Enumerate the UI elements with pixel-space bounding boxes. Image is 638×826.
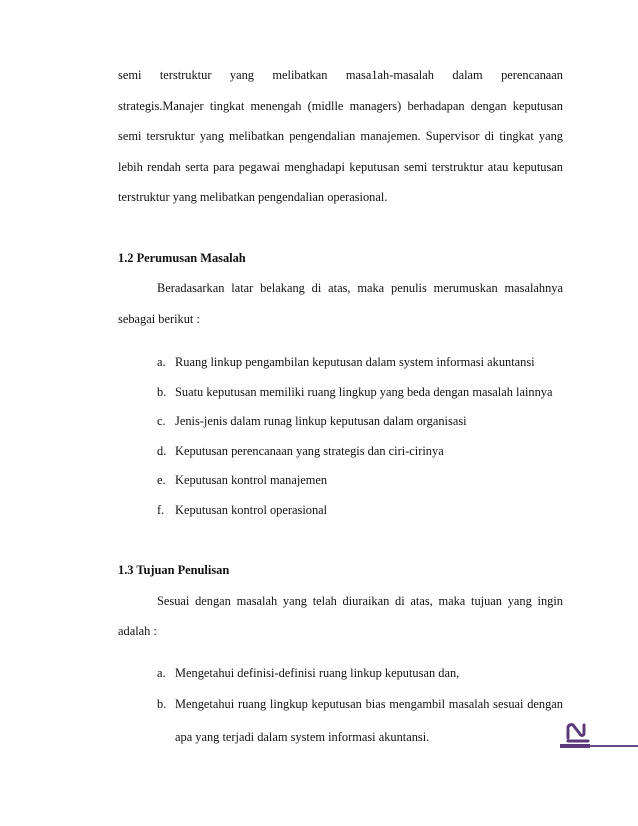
list-marker: b. bbox=[157, 384, 167, 399]
list-item bbox=[157, 659, 563, 689]
list-item bbox=[157, 407, 563, 437]
word: terstruktur bbox=[159, 68, 212, 82]
word: melibatkan bbox=[272, 68, 328, 82]
goals-list bbox=[118, 659, 563, 755]
intro-first-line bbox=[118, 60, 563, 91]
list-marker: c. bbox=[157, 414, 166, 428]
footer-rule-accent bbox=[560, 744, 590, 748]
list-item bbox=[157, 466, 563, 496]
page-content bbox=[118, 60, 563, 754]
list-item bbox=[157, 348, 563, 378]
list-item-text: Mengetahui definisi-definisi ruang linkup keputusan dan, bbox=[175, 665, 460, 680]
problem-list bbox=[118, 348, 563, 525]
word: masa1ah-masalah bbox=[345, 68, 434, 82]
list-marker: f. bbox=[157, 502, 165, 517]
word: dalam bbox=[452, 68, 483, 82]
page-number-2-icon bbox=[564, 722, 592, 744]
intro-paragraph: strategis.Manajer tingkat menengah (midlle managers) berhadapan dengan keputusan semi tersruktur yang melibatkan pengendalian manajemen. Supervisor di tingkat yang lebih rendah serta para pegawai menghadapi keputusan semi terstruktur atau keputusan terstruktur yang melibatkan pengendalian operasional. bbox=[118, 98, 563, 204]
list-item-text: Suatu keputusan memiliki ruang lingkup yang beda dengan masalah lainnya bbox=[175, 384, 553, 399]
list-marker: d. bbox=[157, 443, 167, 458]
list-item-text: Keputusan kontrol operasional bbox=[175, 502, 328, 517]
list-marker: a. bbox=[157, 355, 166, 369]
word: semi bbox=[118, 68, 142, 82]
list-item-text: Keputusan perencanaan yang strategis dan ciri-cirinya bbox=[175, 443, 444, 458]
list-item-text: Ruang linkup pengambilan keputusan dalam system informasi akuntansi bbox=[175, 355, 535, 369]
section-heading-1-2: 1.2 Perumusan Masalah bbox=[118, 250, 246, 265]
list-item bbox=[157, 378, 563, 408]
list-item bbox=[157, 437, 563, 467]
section-1-2-paragraph: Beradasarkan latar belakang di atas, maka penulis merumuskan masalahnya sebagai berikut : bbox=[118, 281, 563, 326]
list-item-text: Keputusan kontrol manajemen bbox=[175, 473, 328, 487]
list-marker: a. bbox=[157, 665, 166, 680]
list-item bbox=[157, 688, 563, 754]
word: yang bbox=[229, 68, 254, 82]
list-item-text: Jenis-jenis dalam runag linkup keputusan dalam organisasi bbox=[175, 414, 467, 428]
list-item-text: Mengetahui ruang lingkup keputusan bias mengambil masalah sesuai dengan apa yang terjadi dalam system informasi akuntansi. bbox=[175, 697, 563, 744]
list-marker: e. bbox=[157, 473, 166, 487]
section-1-3-paragraph: Sesuai dengan masalah yang telah diuraikan di atas, maka tujuan yang ingin adalah : bbox=[118, 593, 563, 638]
list-marker: b. bbox=[157, 697, 167, 711]
section-heading-1-3: 1.3 Tujuan Penulisan bbox=[118, 563, 230, 577]
list-item bbox=[157, 496, 563, 526]
word: perencanaan bbox=[501, 68, 563, 82]
